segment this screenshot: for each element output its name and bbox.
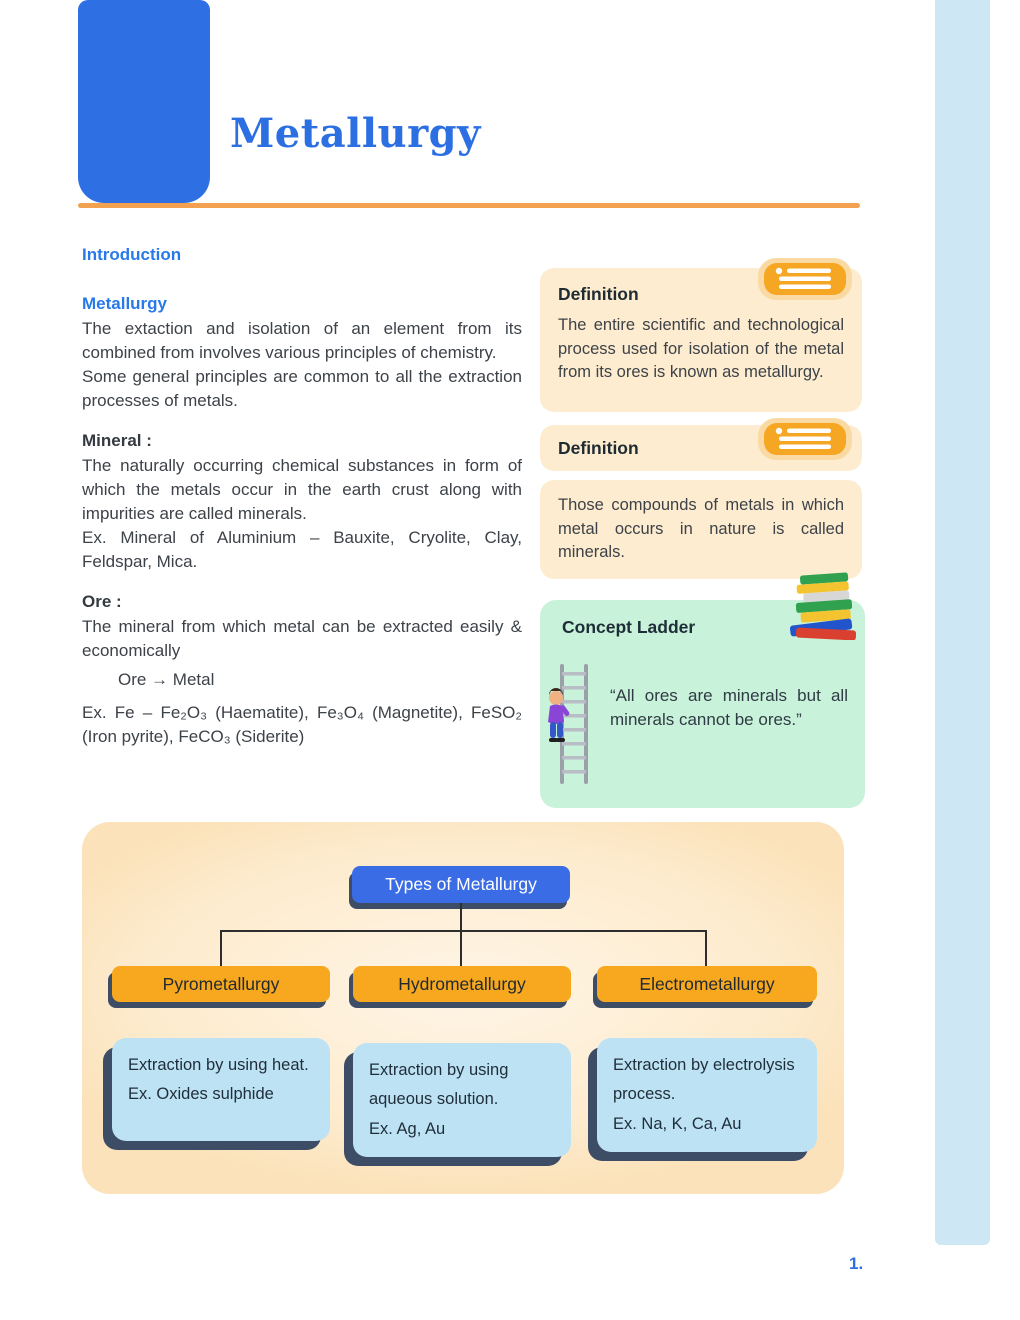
metallurgy-paragraph-2: Some general principles are common to all the extraction processes of metals. [82, 367, 522, 410]
ore-body: The mineral from which metal can be extracted easily & economically [82, 617, 522, 660]
description-line: Ex. Na, K, Ca, Au [613, 1114, 742, 1133]
metallurgy-heading: Metallurgy [82, 294, 168, 313]
definition-2-heading: Definition [558, 438, 639, 458]
branch-hydrometallurgy-description [353, 1043, 571, 1157]
definition-1-heading: Definition [558, 284, 639, 304]
definition-list-icon [758, 258, 852, 300]
branch-pyrometallurgy-description [112, 1038, 330, 1141]
header-blue-block [78, 0, 210, 203]
description-line: Extraction by electrolysis process. [613, 1056, 795, 1104]
connector-line [220, 930, 707, 932]
branch-pyrometallurgy: Pyrometallurgy [112, 966, 330, 1002]
metallurgy-paragraph-1: The extaction and isolation of an element from its combined from involves various principles of chemistry. [82, 319, 522, 362]
ore-to-metal-flow: Ore → Metal [118, 670, 215, 689]
connector-line [220, 930, 222, 967]
description-line: Extraction by using heat. [128, 1056, 309, 1074]
branch-hydrometallurgy: Hydrometallurgy [353, 966, 571, 1002]
left-column [82, 245, 522, 749]
mineral-example: Ex. Mineral of Aluminium – Bauxite, Cryolite, Clay, Feldspar, Mica. [82, 528, 522, 571]
ladder-person-icon [546, 662, 604, 791]
header-divider-rule [78, 203, 860, 208]
introduction-heading: Introduction [82, 245, 182, 264]
concept-ladder-quote: “All ores are minerals but all minerals cannot be ores.” [610, 686, 848, 729]
description-line: Ex. Ag, Au [369, 1119, 446, 1138]
definition-2-body: Those compounds of metals in which metal occurs in nature is called minerals. [558, 496, 844, 561]
page-title: Metallurgy [230, 110, 481, 157]
books-icon [788, 572, 862, 645]
concept-ladder-heading: Concept Ladder [562, 617, 696, 637]
definition-list-icon [758, 418, 852, 460]
connector-line [460, 930, 462, 967]
branch-electrometallurgy: Electrometallurgy [597, 966, 817, 1002]
right-side-stripe [935, 0, 990, 1245]
types-of-metallurgy-flowchart [82, 822, 844, 1194]
ore-heading: Ore : [82, 592, 122, 611]
description-line: Extraction by using aqueous solution. [369, 1061, 509, 1109]
ore-example: Ex. Fe – Fe₂O₃ (Haematite), Fe₃O₄ (Magnetite), FeSO₂ (Iron pyrite), FeCO₃ (Siderite) [82, 703, 522, 746]
connector-line [705, 930, 707, 967]
definition-1-body: The entire scientific and technological process used for isolation of the metal from its ores is known as metallurgy. [558, 316, 844, 381]
branch-electrometallurgy-description [597, 1038, 817, 1152]
page-number: 1. [849, 1254, 864, 1273]
mineral-heading: Mineral : [82, 431, 152, 450]
description-line: Ex. Oxides sulphide [128, 1085, 274, 1104]
flowchart-root-node: Types of Metallurgy [352, 866, 570, 903]
connector-line [460, 903, 462, 930]
mineral-body: The naturally occurring chemical substances in form of which the metals occur in the earth crust along with impurities are called minerals. [82, 456, 522, 523]
